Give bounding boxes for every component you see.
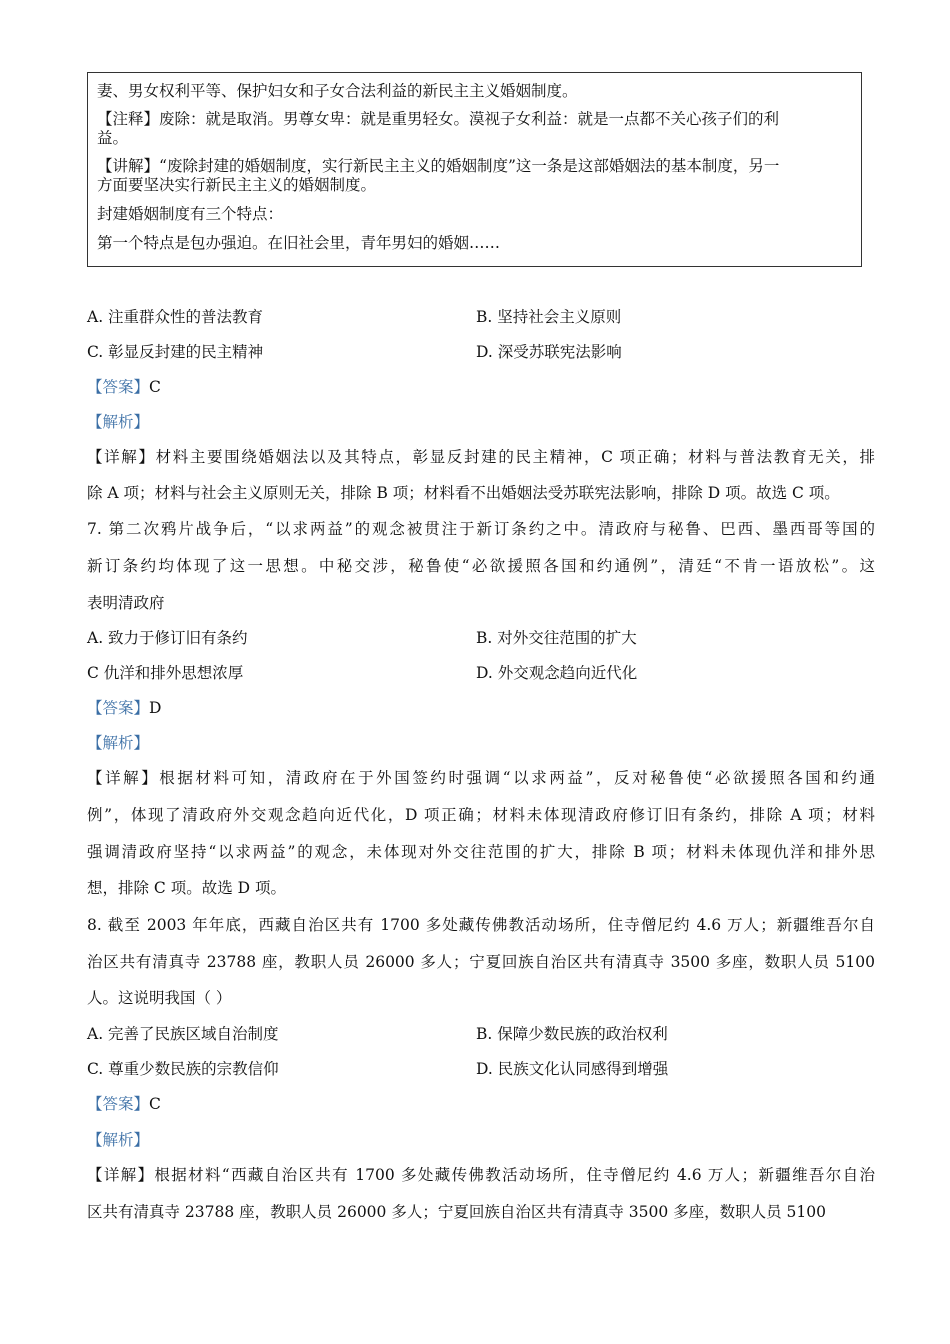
detail-line [87, 447, 875, 467]
explain-text: “废除封建的婚姻制度，实行新民主主义的婚姻制度”这一条是这部婚姻法的基本制度，另一 [159, 157, 780, 175]
answer [87, 1094, 161, 1114]
option-d: D. 外交观念趋向近代化 [476, 664, 638, 682]
material-line: 妻、男女权利平等、保护妇女和子女合法利益的新民主主义婚姻制度。 [97, 82, 578, 100]
analysis-tag: 【解析】 [87, 413, 150, 431]
answer-value: D [149, 699, 162, 717]
option-a: A. 完善了民族区域自治制度 [87, 1025, 279, 1043]
material-line: 第一个特点是包办强迫。在旧社会里，青年男妇的婚姻…… [97, 234, 501, 252]
option-d: D. 民族文化认同感得到增强 [476, 1060, 669, 1078]
answer-value: C [149, 378, 161, 396]
question-stem: 8. 截至 2003 年年底，西藏自治区共有 1700 多处藏传佛教活动场所，住寺僧尼约 4.6 万人；新疆维吾尔自 [87, 916, 875, 934]
question-stem: 表明清政府 [87, 594, 165, 612]
option-a: A. 注重群众性的普法教育 [87, 308, 264, 326]
analysis-tag: 【解析】 [87, 734, 150, 752]
detail-tag: 【详解】 [87, 769, 160, 787]
option-d: D. 深受苏联宪法影响 [476, 343, 622, 361]
detail-tag: 【详解】 [87, 448, 156, 466]
material-explain-cont: 方面要坚决实行新民主主义的婚姻制度。 [97, 176, 377, 194]
note-tag: 【注释】 [97, 110, 160, 128]
detail-tag: 【详解】 [87, 1166, 155, 1184]
detail-text: 根据材料“西藏自治区共有 1700 多处藏传佛教活动场所，住寺僧尼约 4.6 万人；新疆维吾尔自治 [154, 1166, 875, 1184]
option-b: B. 对外交往范围的扩大 [476, 629, 637, 647]
option-a: A. 致力于修订旧有条约 [87, 629, 248, 647]
explain-tag: 【讲解】 [97, 157, 160, 175]
material-line: 封建婚姻制度有三个特点： [97, 205, 284, 223]
answer-value: C [149, 1095, 161, 1113]
detail-line: 区共有清真寺 23788 座，教职人员 26000 多人；宁夏回族自治区共有清真寺 3500 多座，数职人员 5100 [87, 1203, 826, 1221]
detail-line: 例”，体现了清政府外交观念趋向近代化，D 项正确；材料未体现清政府修订旧有条约，排除 A 项；材料 [87, 806, 875, 824]
note-text: 废除：就是取消。男尊女卑：就是重男轻女。漠视子女利益：就是一点都不关心孩子们的利 [159, 110, 780, 128]
detail-line: 除 A 项；材料与社会主义原则无关，排除 B 项；材料看不出婚姻法受苏联宪法影响，排除 D 项。故选 C 项。 [87, 484, 840, 502]
answer-tag: 【答案】 [87, 1095, 150, 1113]
answer-tag: 【答案】 [87, 378, 150, 396]
answer [87, 377, 161, 397]
question-stem: 新订条约均体现了这一思想。中秘交涉，秘鲁使“必欲援照各国和约通例”，清廷“不肯一语放松”。这 [87, 557, 875, 575]
option-b: B. 坚持社会主义原则 [476, 308, 622, 326]
question-stem: 7. 第二次鸦片战争后，“以求两益”的观念被贯注于新订条约之中。清政府与秘鲁、巴西、墨西哥等国的 [87, 520, 875, 538]
option-c: C. 彰显反封建的民主精神 [87, 343, 264, 361]
answer [87, 698, 161, 718]
option-b: B. 保障少数民族的政治权利 [476, 1025, 668, 1043]
answer-tag: 【答案】 [87, 699, 150, 717]
material-note [97, 109, 779, 129]
option-c: C. 尊重少数民族的宗教信仰 [87, 1060, 279, 1078]
question-stem: 人。这说明我国（ ） [87, 989, 232, 1007]
question-stem: 治区共有清真寺 23788 座，教职人员 26000 多人；宁夏回族自治区共有清真寺 3500 多座，数职人员 5100 [87, 953, 875, 971]
detail-text: 材料主要围绕婚姻法以及其特点，彰显反封建的民主精神，C 项正确；材料与普法教育无关，排 [155, 448, 875, 466]
detail-text: 根据材料可知，清政府在于外国签约时强调“以求两益”，反对秘鲁使“必欲援照各国和约通 [159, 769, 875, 787]
detail-line [87, 1165, 875, 1185]
analysis-tag: 【解析】 [87, 1131, 150, 1149]
detail-line: 想，排除 C 项。故选 D 项。 [87, 879, 286, 897]
material-note-cont: 益。 [97, 129, 129, 147]
material-explain [97, 156, 779, 176]
detail-line: 强调清政府坚持“以求两益”的观念，未体现对外交往范围的扩大，排除 B 项；材料未体现仇洋和排外思 [87, 843, 875, 861]
option-c: C 仇洋和排外思想浓厚 [87, 664, 244, 682]
detail-line [87, 768, 875, 788]
